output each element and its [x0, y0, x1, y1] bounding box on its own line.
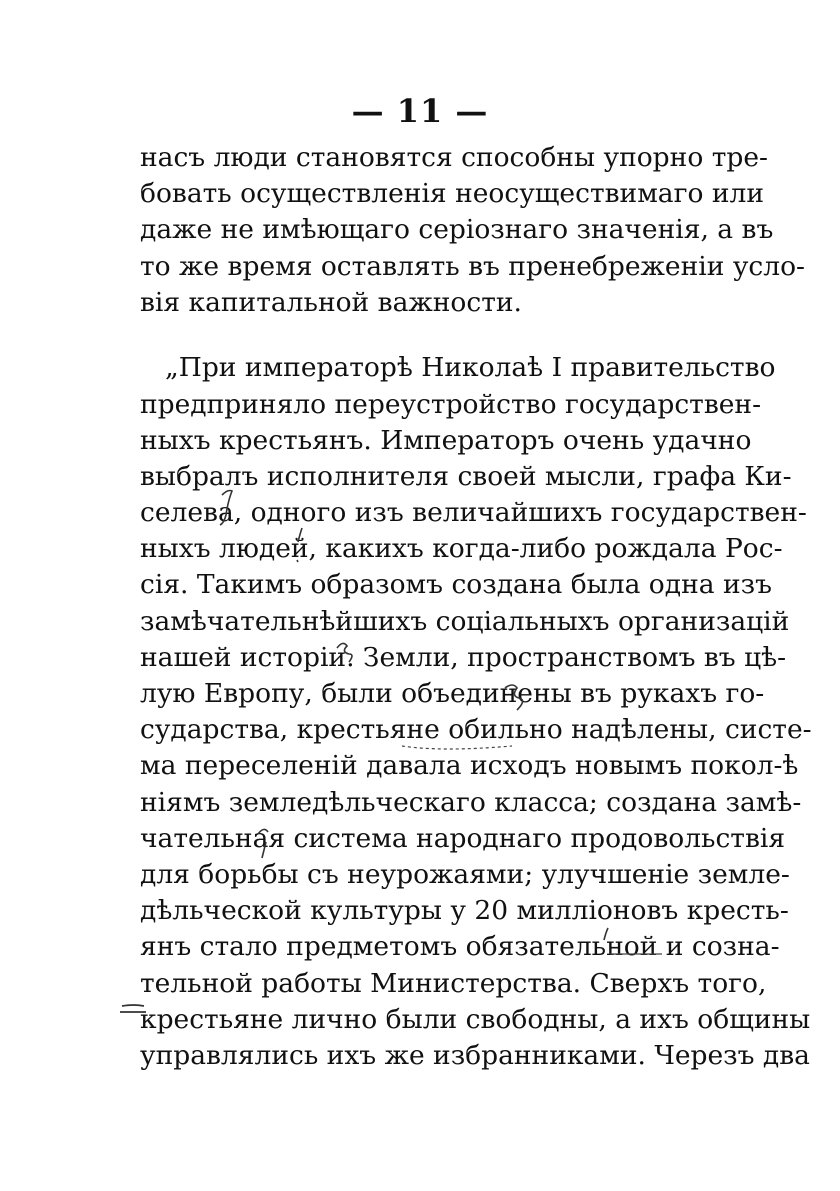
text-line: ныхъ крестьянъ. Императоръ очень удачно [140, 425, 752, 456]
text-line: крестьяне лично были свободны, а ихъ общины [140, 1004, 811, 1035]
text-line: насъ люди становятся способны упорно тре- [140, 142, 768, 173]
text-line: ма переселеній давала исходъ новымъ покол-ѣ [140, 750, 799, 781]
text-line: выбралъ исполнителя своей мысли, графа Ки- [140, 461, 792, 492]
text-line: для борьбы съ неурожаями; улучшеніе земле- [140, 859, 790, 890]
text-line: вія капитальной важности. [140, 287, 522, 318]
text-line: лую Европу, были объединены въ рукахъ го- [140, 678, 765, 709]
text-line: даже не имѣющаго серіознаго значенія, а въ [140, 214, 774, 245]
text-line: управлялись ихъ же избранниками. Черезъ два [140, 1040, 810, 1071]
text-line: дѣльческой культуры у 20 милліоновъ кресть- [140, 895, 789, 926]
text-line: янъ стало предметомъ обязательной и созна- [140, 931, 780, 962]
text-line: предприняло переустройство государствен- [140, 389, 762, 420]
text-line: бовать осуществленія неосуществимаго или [140, 178, 765, 209]
text-line: тельной работы Министерства. Сверхъ того, [140, 968, 767, 999]
text-line: „При императорѣ Николаѣ I правительство [165, 352, 776, 383]
text-line: сія. Такимъ образомъ создана была одна изъ [140, 569, 772, 600]
text-line: то же время оставлять въ пренебреженіи усло- [140, 251, 805, 282]
text-line: селева, одного изъ величайшихъ государствен- [140, 497, 807, 528]
text-line: чательная система народнаго продовольствія [140, 823, 786, 854]
page-number: — 11 — [351, 92, 489, 130]
text-line: нашей исторіи. Земли, пространствомъ въ цѣ- [140, 642, 787, 673]
text-line: ныхъ людей, какихъ когда-либо рождала Рос- [140, 533, 783, 564]
text-line: сударства, крестьяне обильно надѣлены, систе- [140, 714, 812, 745]
text-line: замѣчательнѣйшихъ соціальныхъ организацій [140, 606, 790, 637]
text-line: ніямъ земледѣльческаго класса; создана замѣ- [140, 787, 802, 818]
